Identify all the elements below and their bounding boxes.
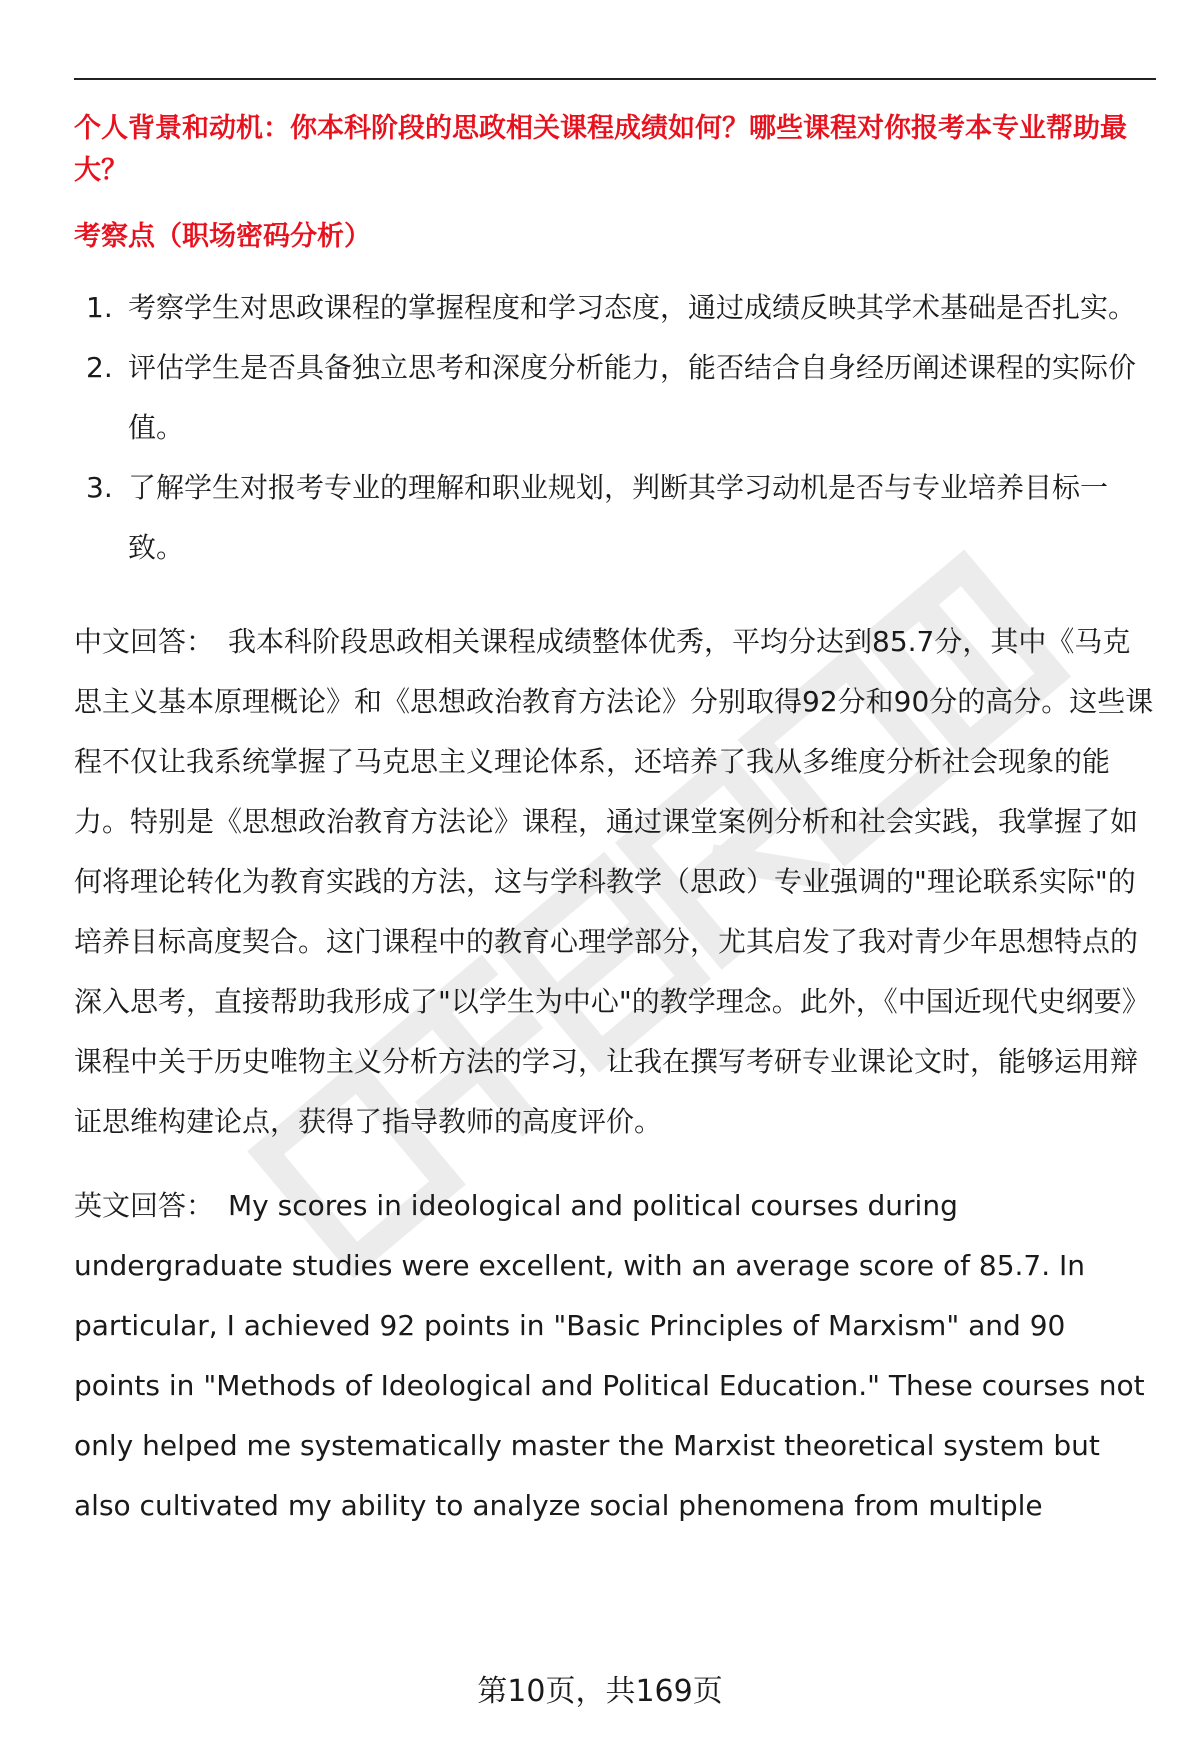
list-item (74, 338, 1156, 458)
section-heading: 考察点（职场密码分析） (74, 221, 371, 252)
chinese-answer-label: 中文回答： (74, 625, 215, 658)
question-heading: 个人背景和动机：你本科阶段的思政相关课程成绩如何？哪些课程对你报考本专业帮助最大？ (74, 113, 1127, 186)
chinese-answer (74, 612, 1156, 1152)
page-number-footer: 第10页，共169页 (477, 1674, 723, 1709)
list-item-number: 2. (86, 351, 113, 384)
list-item-number: 3. (86, 471, 113, 504)
list-item-text: 考察学生对思政课程的掌握程度和学习态度，通过成绩反映其学术基础是否扎实。 (128, 291, 1137, 324)
english-answer (74, 1176, 1156, 1536)
assessment-points-list (74, 278, 1156, 578)
list-item (74, 458, 1156, 578)
list-item-number: 1. (86, 291, 113, 324)
chinese-answer-text: 我本科阶段思政相关课程成绩整体优秀，平均分达到85.7分，其中《马克思主义基本原理概论》和《思想政治教育方法论》分别取得92分和90分的高分。这些课程不仅让我系统掌握了马克思主义理论体系，还培养了我从多维度分析社会现象的能力。特别是《思想政治教育方法论》课程，通过课堂案例分析和社会实践，我掌握了如何将理论转化为教育实践的方法，这与学科教学（思政）专业强调的"理论联系实际"的培养目标高度契合。这门课程中的教育心理学部分，尤其启发了我对青少年思想特点的深入思考，直接帮助我形成了"以学生为中心"的教学理念。此外，《中国近现代史纲要》课程中关于历史唯物主义分析方法的学习，让我在撰写考研专业课论文时，能够运用辩证思维构建论点，获得了指导教师的高度评价。 (74, 625, 1154, 1138)
english-answer-text: My scores in ideological and political courses during undergraduate studies were excellent, with an average score of 85.7. In particular, I achieved 92 points in "Basic Principles of Marxism" and 90 points in "Methods of Ideological and Political Education." These courses not only helped me systematically master the Marxist theoretical system but also cultivated my ability to analyze social phenomena from multiple (74, 1189, 1145, 1522)
page-content (74, 108, 1156, 1536)
list-item-text: 评估学生是否具备独立思考和深度分析能力，能否结合自身经历阐述课程的实际价值。 (128, 351, 1137, 444)
header-rule (74, 78, 1156, 80)
english-answer-label: 英文回答： (74, 1189, 215, 1222)
list-item (74, 278, 1156, 338)
list-item-text: 了解学生对报考专业的理解和职业规划，判断其学习动机是否与专业培养目标一致。 (128, 471, 1109, 564)
